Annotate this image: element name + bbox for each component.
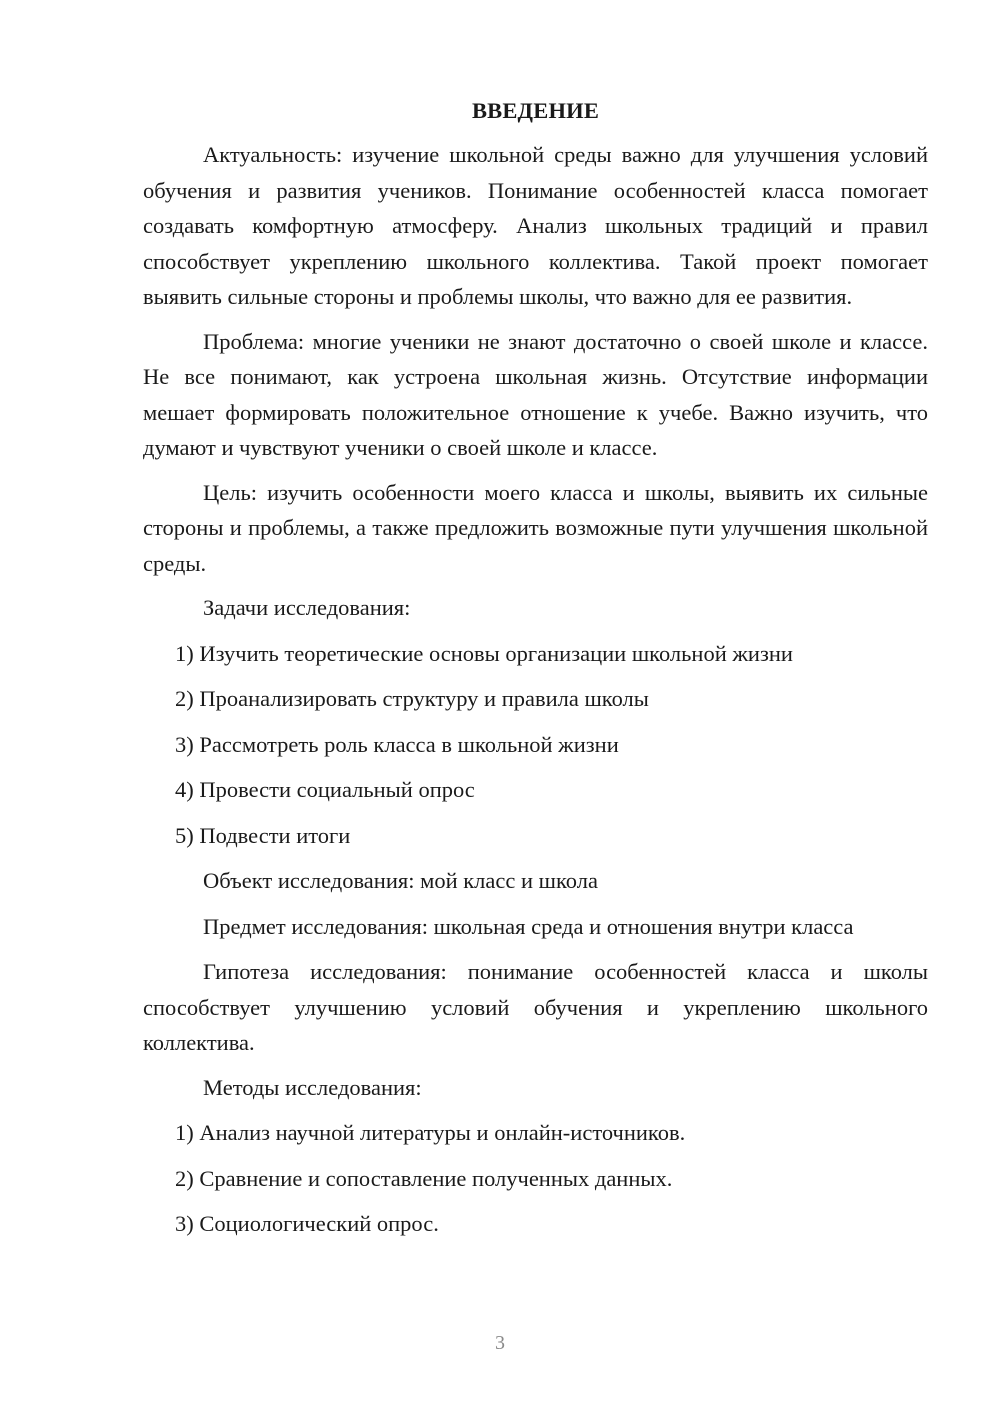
hypothesis-paragraph: Гипотеза исследования: понимание особенностей класса и школы способствует улучшению условий обучения и укреплению школьного коллектива. xyxy=(143,959,928,1055)
goal-paragraph: Цель: изучить особенности моего класса и школы, выявить их сильные стороны и проблемы, а также предложить возможные пути улучшения школьной среды. xyxy=(143,479,928,576)
page-number: 3 xyxy=(495,1332,505,1354)
task-item: 5) Подвести итоги xyxy=(175,822,351,848)
task-item: 1) Изучить теоретические основы организации школьной жизни xyxy=(175,640,793,666)
relevance-paragraph: Актуальность: изучение школьной среды важно для улучшения условий обучения и развития учеников. Понимание особенностей класса помогает создавать комфортную атмосферу. Анализ школьных традиций и правил способствует укреплению школьного коллектива. Такой проект помогает выявить сильные стороны и проблемы школы, что важно для ее развития. xyxy=(143,142,928,309)
tasks-heading: Задачи исследования: xyxy=(203,595,411,620)
task-item: 4) Провести социальный опрос xyxy=(175,777,475,802)
task-item: 3) Рассмотреть роль класса в школьной жизни xyxy=(175,731,619,757)
section-title: ВВЕДЕНИЕ xyxy=(471,98,600,123)
subject-line: Предмет исследования: школьная среда и отношения внутри класса xyxy=(203,913,854,939)
method-item: 2) Сравнение и сопоставление полученных данных. xyxy=(175,1165,673,1191)
page-content xyxy=(143,93,928,1252)
methods-heading: Методы исследования: xyxy=(203,1074,422,1100)
method-item: 3) Социологический опрос. xyxy=(175,1211,439,1236)
task-item: 2) Проанализировать структуру и правила школы xyxy=(175,686,649,711)
object-line: Объект исследования: мой класс и школа xyxy=(203,868,598,893)
problem-paragraph: Проблема: многие ученики не знают достаточно о своей школе и классе. Не все понимают, как устроена школьная жизнь. Отсутствие информации мешает формировать положительное отношение к учебе. Важно изучить, что думают и чувствуют ученики о своей школе и классе. xyxy=(143,328,928,460)
method-item: 1) Анализ научной литературы и онлайн-источников. xyxy=(175,1120,686,1145)
